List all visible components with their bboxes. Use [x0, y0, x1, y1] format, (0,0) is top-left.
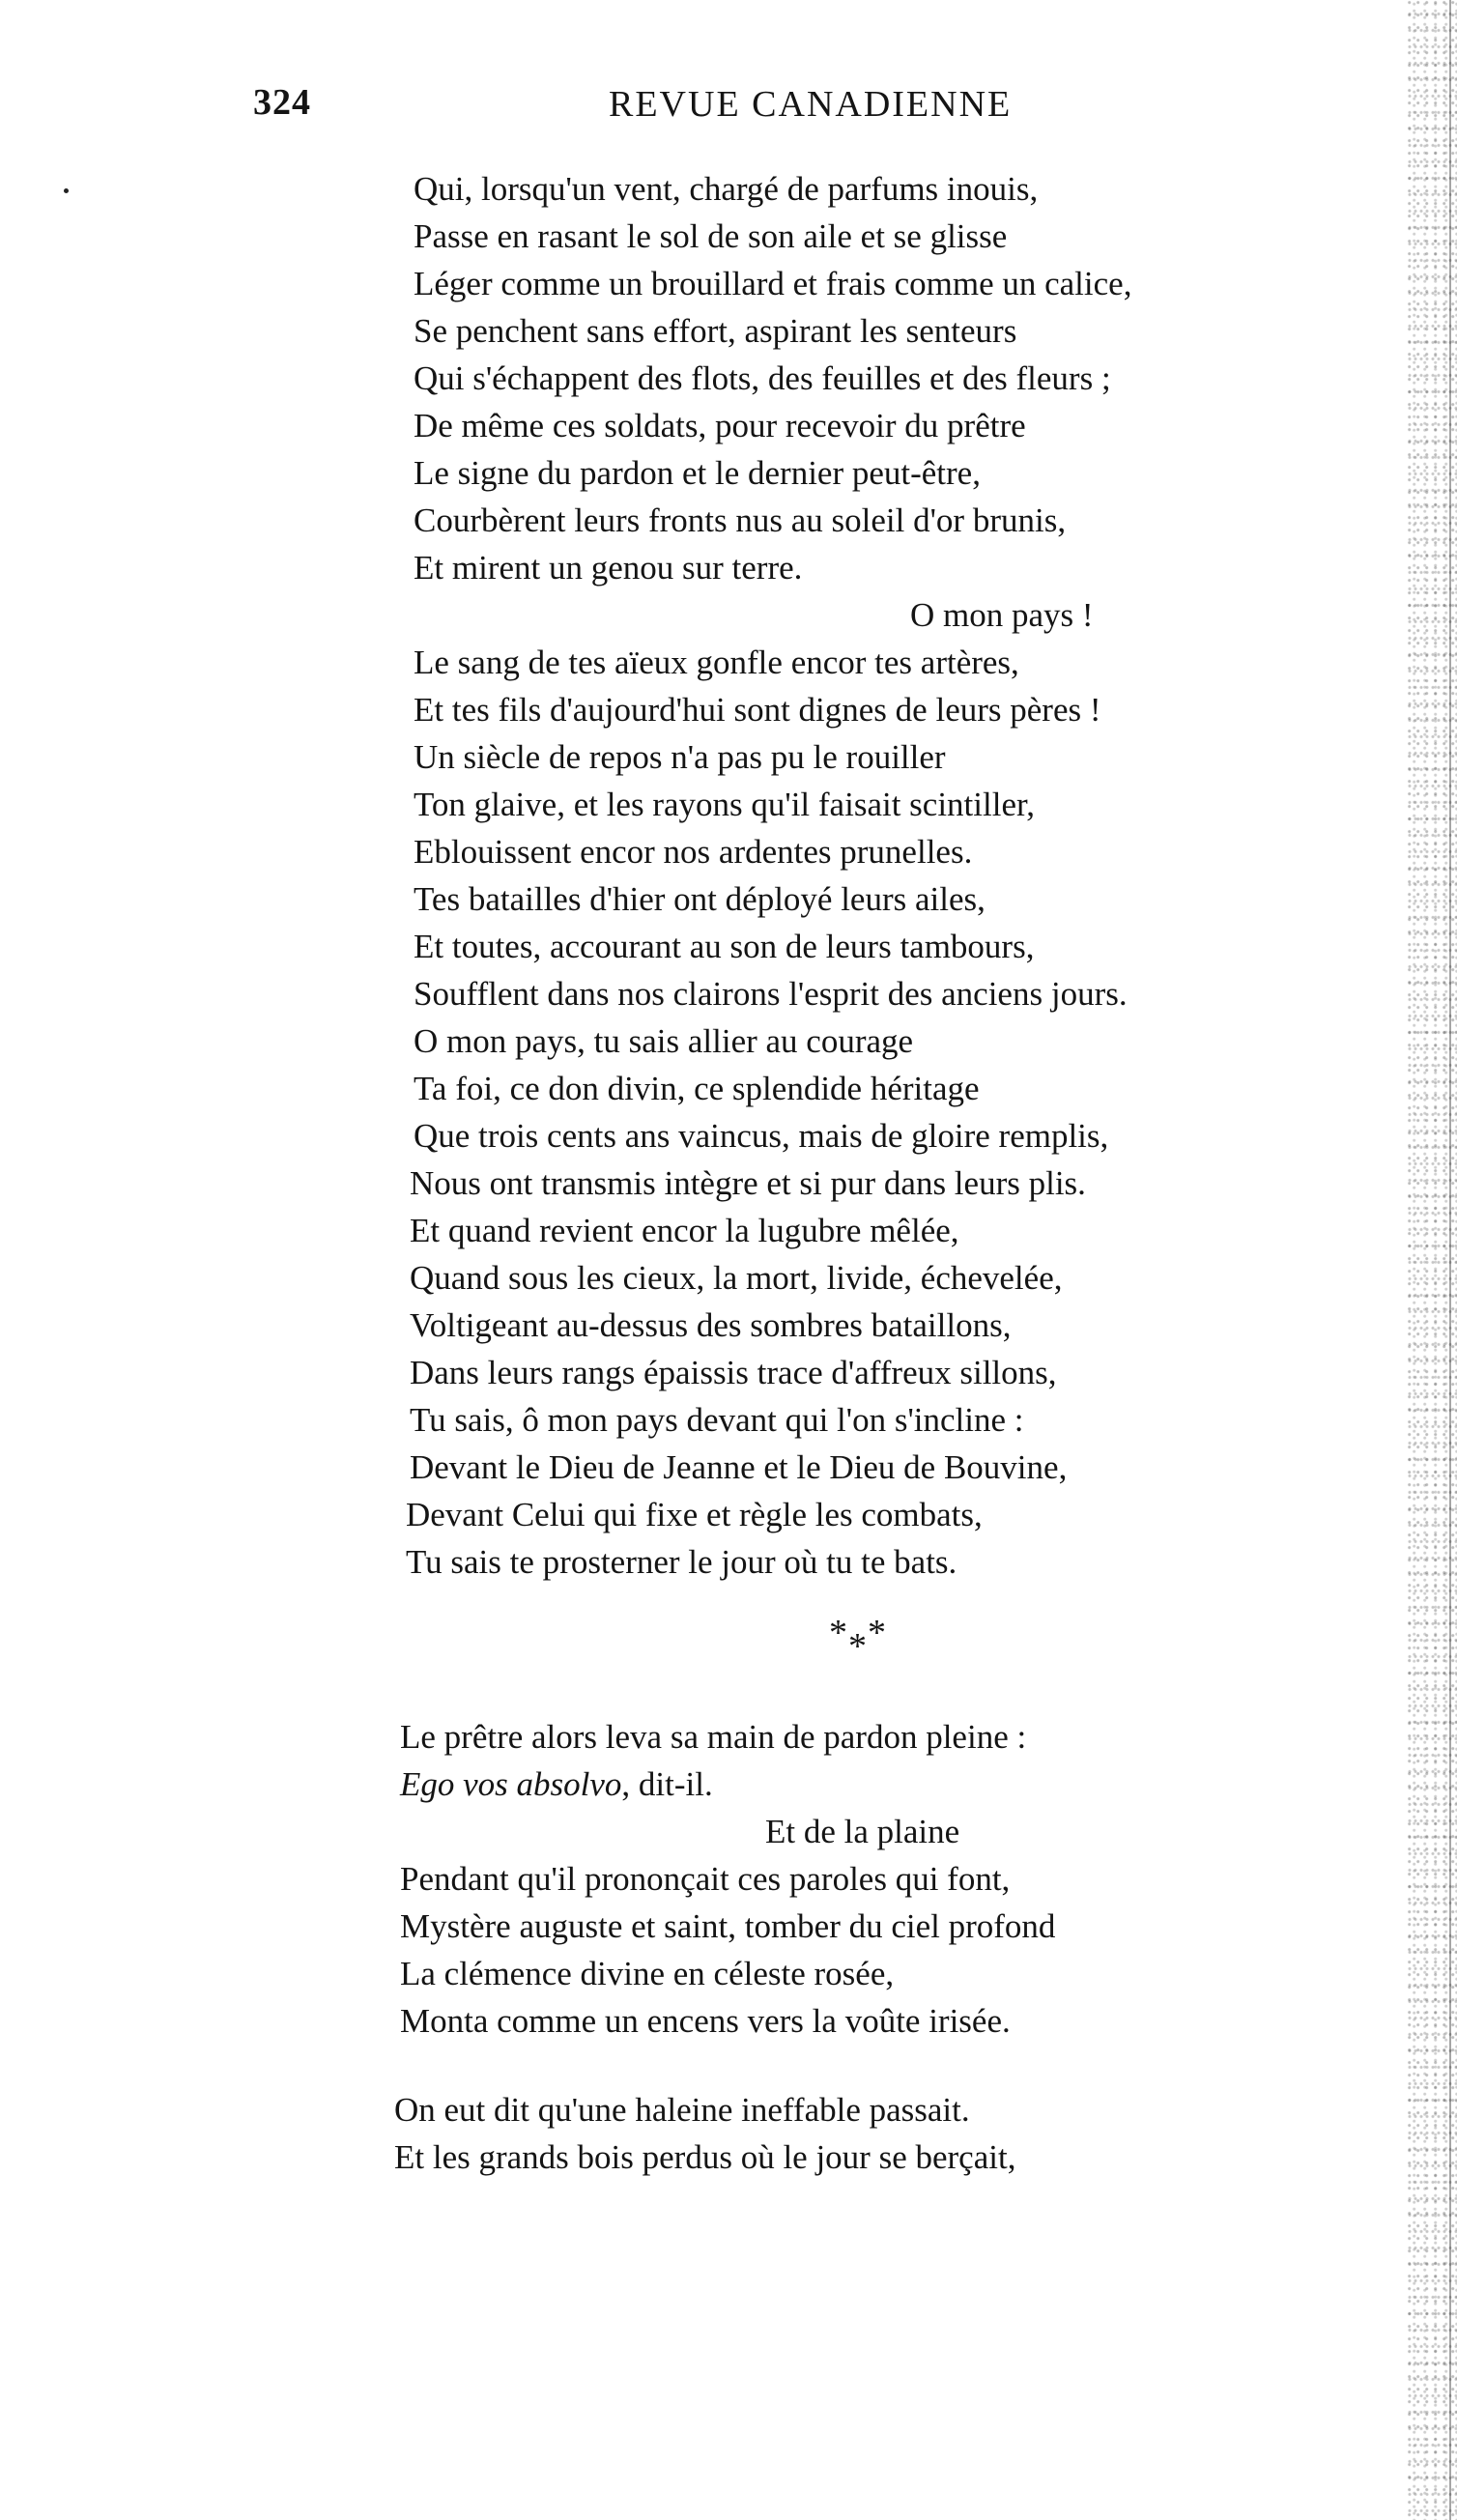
section-separator	[829, 1612, 906, 1670]
verse-line: Devant le Dieu de Jeanne et le Dieu de Bouvine,	[410, 1448, 1068, 1486]
page-number: 324	[253, 82, 311, 123]
verse-line: Tu sais te prosterner le jour où tu te bats.	[406, 1543, 957, 1581]
verse-line: Ton glaive, et les rayons qu'il faisait scintiller,	[414, 786, 1035, 823]
verse-line: Devant Celui qui fixe et règle les combats,	[406, 1496, 983, 1533]
verse-line-indented: Et de la plaine	[765, 1813, 960, 1850]
verse-line: Courbèrent leurs fronts nus au soleil d'or brunis,	[414, 501, 1067, 539]
verse-line: Mystère auguste et saint, tomber du ciel profond	[400, 1907, 1056, 1945]
verse-line: Eblouissent encor nos ardentes prunelles.	[414, 833, 973, 871]
verse-line: Ta foi, ce don divin, ce splendide héritage	[414, 1070, 980, 1107]
verse-line: Pendant qu'il prononçait ces paroles qui font,	[400, 1860, 1011, 1898]
verse-line: Léger comme un brouillard et frais comme un calice,	[414, 265, 1132, 302]
verse-line: Tu sais, ô mon pays devant qui l'on s'incline :	[410, 1401, 1024, 1439]
verse-line: Quand sous les cieux, la mort, livide, échevelée,	[410, 1259, 1063, 1297]
verse-line-indented: O mon pays !	[910, 596, 1094, 634]
verse-line: Nous ont transmis intègre et si pur dans leurs plis.	[410, 1164, 1086, 1202]
verse-line: Passe en rasant le sol de son aile et se glisse	[414, 217, 1008, 255]
page-edge-line	[1449, 0, 1451, 2520]
verse-line: Soufflent dans nos clairons l'esprit des anciens jours.	[414, 975, 1128, 1013]
verse-line: Et mirent un genou sur terre.	[414, 549, 803, 587]
latin-phrase: Ego vos absolvo	[400, 1765, 622, 1803]
verse-line: Le signe du pardon et le dernier peut-être,	[414, 454, 981, 492]
verse-line: Et les grands bois perdus où le jour se berçait,	[394, 2138, 1016, 2176]
verse-line: Le prêtre alors leva sa main de pardon pleine :	[400, 1718, 1027, 1756]
verse-line: Tes batailles d'hier ont déployé leurs ailes,	[414, 880, 986, 918]
verse-line: Dans leurs rangs épaissis trace d'affreux sillons,	[410, 1354, 1057, 1391]
verse-line: Monta comme un encens vers la voûte irisée.	[400, 2002, 1011, 2040]
verse-line: Qui s'échappent des flots, des feuilles et des fleurs ;	[414, 359, 1111, 397]
verse-line: Le sang de tes aïeux gonfle encor tes artères,	[414, 644, 1019, 681]
verse-line: La clémence divine en céleste rosée,	[400, 1955, 895, 1992]
verse-line: Et tes fils d'aujourd'hui sont dignes de leurs pères !	[414, 691, 1101, 729]
verse-line: Et toutes, accourant au son de leurs tambours,	[414, 928, 1035, 965]
verse-line: O mon pays, tu sais allier au courage	[414, 1022, 914, 1060]
ink-speck	[64, 188, 69, 193]
verse-line: Et quand revient encor la lugubre mêlée,	[410, 1212, 959, 1249]
verse-line: Que trois cents ans vaincus, mais de gloire remplis,	[414, 1117, 1109, 1155]
verse-line: Voltigeant au-dessus des sombres bataillons,	[410, 1306, 1012, 1344]
separator-star: *	[829, 1613, 847, 1653]
verse-line: Se penchent sans effort, aspirant les senteurs	[414, 312, 1017, 350]
verse-fragment: , dit-il.	[621, 1765, 713, 1803]
verse-line	[400, 1767, 713, 1801]
verse-line: De même ces soldats, pour recevoir du prêtre	[414, 407, 1026, 444]
verse-line: Un siècle de repos n'a pas pu le rouiller	[414, 738, 946, 776]
running-head: REVUE CANADIENNE	[609, 84, 1013, 125]
separator-star: *	[848, 1626, 867, 1667]
verse-line: Qui, lorsqu'un vent, chargé de parfums inouis,	[414, 170, 1039, 208]
separator-star: *	[868, 1613, 886, 1653]
verse-line: On eut dit qu'une haleine ineffable passait.	[394, 2091, 970, 2129]
